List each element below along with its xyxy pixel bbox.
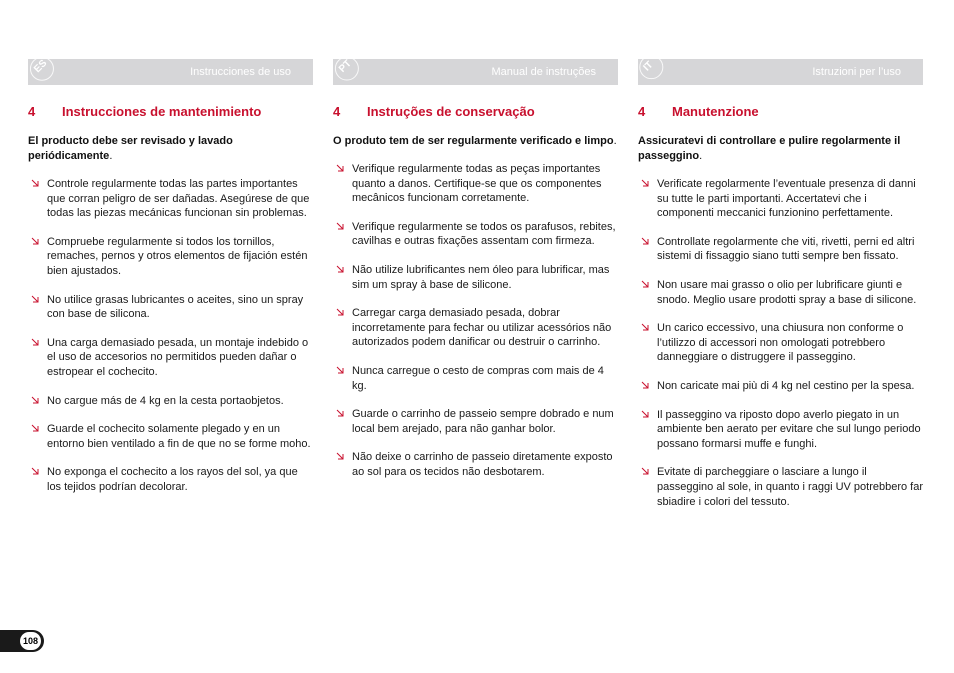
list-item (333, 450, 618, 479)
list-item (638, 177, 923, 221)
list-item (28, 177, 313, 221)
list-item-text: Controllate regolarmente che viti, rivetti, perni ed altri sistemi di fissaggio siano tutti sempre ben fissato. (657, 235, 915, 263)
column-it (638, 59, 923, 523)
section-title: Instrucciones de mantenimiento (62, 104, 262, 119)
list-item (638, 235, 923, 264)
list-item (28, 336, 313, 380)
section-heading (333, 104, 618, 119)
column-pt (333, 59, 618, 494)
list-item-text: Guarde o carrinho de passeio sempre dobrado e num local bem arejado, para não ganhar bolor. (352, 408, 614, 435)
list-item-text: Nunca carregue o cesto de compras com mais de 4 kg. (352, 364, 604, 392)
arrow-bullet-icon (641, 409, 650, 420)
arrow-bullet-icon (641, 178, 650, 189)
arrow-bullet-icon (31, 294, 40, 305)
intro-text (638, 134, 923, 164)
arrow-bullet-icon (336, 163, 345, 174)
section-number: 4 (28, 104, 36, 119)
header-bar (638, 59, 923, 85)
list-item-text: Una carga demasiado pesada, un montaje indebido o el uso de accesorios no permitidos pueden dañar o estropear el cochecito. (47, 336, 309, 378)
section-title: Manutenzione (672, 104, 759, 119)
list-item-text: Il passeggino va riposto dopo averlo piegato in un ambiente ben aerato per evitare che sul lungo periodo possano formarsi muffe e funghi. (657, 408, 921, 450)
list-item (333, 407, 618, 436)
arrow-bullet-icon (336, 264, 345, 275)
list-item (638, 278, 923, 307)
arrow-bullet-icon (336, 408, 345, 419)
header-bar (28, 59, 313, 85)
instruction-list (28, 177, 313, 495)
arrow-bullet-icon (31, 337, 40, 348)
arrow-bullet-icon (31, 466, 40, 477)
list-item (28, 235, 313, 279)
intro-bold: Assicuratevi di controllare e pulire regolarmente il passeggino (638, 135, 901, 162)
list-item-text: Verifique regularmente todas as peças importantes quanto a danos. Certifique-se que os componentes mecânicos funcionam corretamente. (352, 163, 602, 205)
arrow-bullet-icon (31, 236, 40, 247)
list-item (638, 321, 923, 365)
list-item-text: Não utilize lubrificantes nem óleo para lubrificar, mas sim um spray à base de silicone. (352, 263, 610, 291)
arrow-bullet-icon (31, 423, 40, 434)
list-item (28, 394, 313, 409)
list-item (333, 220, 618, 249)
intro-text (333, 134, 618, 149)
list-item (333, 162, 618, 206)
section-heading (28, 104, 313, 119)
list-item-text: Non caricate mai più di 4 kg nel cestino per la spesa. (657, 379, 915, 392)
list-item-text: No exponga el cochecito a los rayos del sol, ya que los tejidos podrían decolorar. (47, 466, 298, 493)
header-title: Instrucciones de uso (190, 66, 291, 78)
list-item (28, 293, 313, 322)
section-heading (638, 104, 923, 119)
intro-end: . (699, 150, 703, 162)
list-item-text: Compruebe regularmente si todos los tornillos, remaches, pernos y otros elementos de fijación estén bien ajustados. (47, 235, 308, 277)
list-item-text: Un carico eccessivo, una chiusura non conforme o l’utilizzo di accessori non omologati potrebbero danneggiare o distruggere il passeggino. (657, 322, 904, 364)
list-item-text: Non usare mai grasso o olio per lubrificare giunti e snodo. Meglio usare prodotti spray a base di silicone. (657, 278, 917, 306)
list-item-text: Verifique regularmente se todos os parafusos, rebites, cavilhas e outras fixações assentam com firmeza. (352, 220, 616, 248)
list-item (28, 422, 313, 451)
list-item (638, 379, 923, 394)
list-item-text: Controle regularmente todas las partes importantes que corran peligro de ser dañadas. Asegúrese de que todas las piezas mecánicas funcionan sin problemas. (47, 178, 310, 220)
list-item-text: No utilice grasas lubricantes o aceites, sino un spray con base de silicona. (47, 293, 304, 321)
section-number: 4 (638, 104, 646, 119)
language-badge: ES (32, 57, 50, 76)
list-item (638, 465, 923, 509)
page-number: 108 (20, 632, 41, 650)
intro-bold: El producto debe ser revisado y lavado periódicamente (28, 135, 233, 162)
arrow-bullet-icon (31, 395, 40, 406)
list-item (28, 465, 313, 494)
language-badge: IT (641, 59, 656, 74)
header-bar (333, 59, 618, 85)
list-item (333, 364, 618, 393)
arrow-bullet-icon (336, 307, 345, 318)
page-number-tab (0, 630, 44, 652)
list-item (638, 408, 923, 452)
list-item-text: Não deixe o carrinho de passeio diretamente exposto ao sol para os tecidos não desbotarem. (352, 451, 613, 478)
arrow-bullet-icon (31, 178, 40, 189)
language-badge: PT (336, 58, 354, 75)
intro-bold: O produto tem de ser regularmente verificado e limpo (333, 135, 614, 147)
arrow-bullet-icon (641, 322, 650, 333)
arrow-bullet-icon (336, 221, 345, 232)
list-item-text: Evitate di parcheggiare o lasciare a lungo il passeggino al sole, in quanto i raggi UV potrebbero far sbiadire i colori del tessuto. (657, 466, 924, 508)
arrow-bullet-icon (641, 380, 650, 391)
list-item (333, 263, 618, 292)
instruction-list (333, 162, 618, 480)
intro-end: . (613, 135, 617, 147)
intro-end: . (109, 150, 113, 162)
arrow-bullet-icon (641, 466, 650, 477)
list-item-text: Guarde el cochecito solamente plegado y en un entorno bien ventilado a fin de que no se forme moho. (47, 423, 311, 450)
arrow-bullet-icon (641, 279, 650, 290)
arrow-bullet-icon (336, 365, 345, 376)
arrow-bullet-icon (641, 236, 650, 247)
arrow-bullet-icon (336, 451, 345, 462)
list-item-text: Verificate regolarmente l’eventuale presenza di danni su tutte le parti importanti. Accertatevi che i componenti meccanici funzionino perfettamente. (657, 178, 916, 220)
list-item-text: No cargue más de 4 kg en la cesta portaobjetos. (47, 394, 284, 407)
list-item (333, 306, 618, 350)
section-number: 4 (333, 104, 341, 119)
header-title: Manual de instruções (491, 66, 596, 78)
header-title: Istruzioni per l’uso (812, 66, 901, 78)
section-title: Instruções de conservação (367, 104, 535, 119)
intro-text (28, 134, 313, 164)
column-es (28, 59, 313, 509)
instruction-list (638, 177, 923, 509)
list-item-text: Carregar carga demasiado pesada, dobrar incorretamente para fechar ou utilizar acessórios não autorizados podem danificar ou destruir o carrinho. (352, 307, 612, 349)
